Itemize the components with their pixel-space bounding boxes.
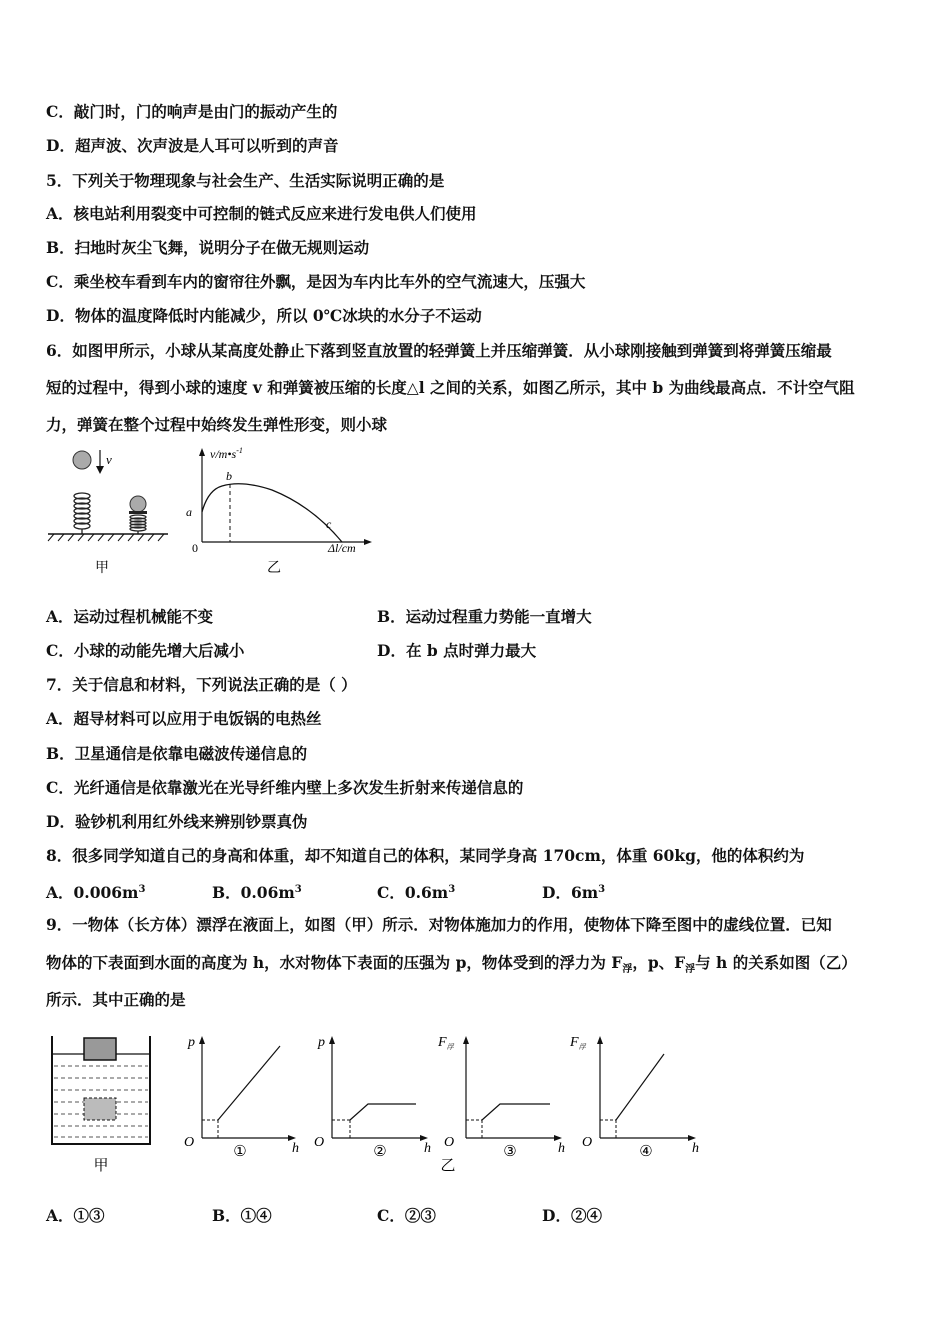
graph-4-label: ④ [639, 1144, 653, 1160]
q9-stem-line3: 所示．其中正确的是 [46, 990, 186, 1009]
point-a-label: a [186, 505, 192, 519]
q8-stem: 8．很多同学知道自己的身高和体重，却不知道自己的体积，某同学身高 170cm，体重 60kg，他的体积约为 [46, 846, 805, 865]
q7-option-a: A．超导材料可以应用于电饭锅的电热丝 [46, 709, 322, 728]
point-b-label: b [226, 469, 232, 483]
q7-option-d: D．验钞机利用红外线来辨别钞票真伪 [46, 812, 308, 831]
q6-figure-yi-graph [182, 444, 382, 579]
q6-figure-jia [44, 444, 174, 579]
q6-stem-line2: 短的过程中，得到小球的速度 v 和弹簧被压缩的长度△l 之间的关系，如图乙所示，其中 b 为曲线最高点．不计空气阻 [46, 378, 855, 397]
graph-1 [184, 1035, 299, 1160]
svg-text:F浮: $F_浮$ [438, 1035, 454, 1051]
y-axis-label: $v/m•s^{-1}$ [210, 446, 243, 461]
x-axis-label: Δl/cm [328, 541, 356, 555]
q8-option-b: B．$0.06m^3$ [212, 883, 302, 903]
svg-text:O: O [314, 1135, 325, 1150]
q5-option-b: B．扫地时灰尘飞舞，说明分子在做无规则运动 [46, 238, 370, 257]
svg-text:h: h [424, 1141, 431, 1156]
q8-option-d: D．$6m^3$ [542, 883, 606, 903]
figure-label-yi: 乙 [440, 1158, 456, 1174]
q6-option-c: C．小球的动能先增大后减小 [46, 641, 245, 660]
graph-2-label: ② [373, 1144, 387, 1160]
svg-text:O: O [184, 1135, 195, 1150]
q8-option-c: C．$0.6m^3$ [377, 883, 456, 903]
q6-stem-line3: 力，弹簧在整个过程中始终发生弹性形变，则小球 [46, 415, 388, 434]
q8-option-a: A．$0.006m^3$ [46, 883, 146, 903]
svg-text:h: h [692, 1141, 699, 1156]
q4-option-d: D．超声波、次声波是人耳可以听到的声音 [46, 136, 339, 155]
q6-option-b: B．运动过程重力势能一直增大 [377, 607, 592, 626]
q9-stem-line2: 物体的下表面到水面的高度为 h，水对物体下表面的压强为 p，物体受到的浮力为 $F_浮$，p、$F_浮$与 h 的关系如图（乙） [46, 953, 857, 976]
q9-option-a: A．①③ [46, 1206, 105, 1225]
q4-option-c: C．敲门时，门的响声是由门的振动产生的 [46, 102, 338, 121]
q7-stem: 7．关于信息和材料，下列说法正确的是（ ） [46, 675, 357, 694]
q9-figure-yi-graphs [180, 1028, 710, 1178]
q9-option-d: D．②④ [542, 1206, 602, 1225]
q7-option-b: B．卫星通信是依靠电磁波传递信息的 [46, 744, 308, 763]
q6-stem-line1: 6．如图甲所示，小球从某高度处静止下落到竖直放置的轻弹簧上并压缩弹簧．从小球刚接触到弹簧到将弹簧压缩最 [46, 341, 832, 360]
q5-option-c: C．乘坐校车看到车内的窗帘往外飘，是因为车内比车外的空气流速大，压强大 [46, 272, 586, 291]
figure-label-yi: 乙 [267, 561, 281, 576]
q9-stem-line1: 9．一物体（长方体）漂浮在液面上，如图（甲）所示．对物体施加力的作用，使物体下降至图中的虚线位置．已知 [46, 915, 832, 934]
graph-2 [314, 1035, 431, 1160]
falling-ball [73, 451, 91, 469]
q6-option-a: A．运动过程机械能不变 [46, 607, 214, 626]
velocity-curve [202, 484, 342, 542]
svg-text:p: p [318, 1035, 325, 1050]
svg-text:O: O [582, 1135, 593, 1150]
q9-option-c: C．②③ [377, 1206, 436, 1225]
graph-3-label: ③ [503, 1144, 517, 1160]
graph-4 [569, 1035, 699, 1160]
q9-figure-jia-container [46, 1030, 156, 1180]
ball-on-spring [130, 496, 146, 512]
spring-uncompressed [74, 493, 90, 534]
svg-text:O: O [444, 1135, 455, 1150]
spring-compressed [130, 515, 146, 534]
q7-option-c: C．光纤通信是依靠激光在光导纤维内壁上多次发生折射来传递信息的 [46, 778, 524, 797]
q5-option-a: A．核电站利用裂变中可控制的链式反应来进行发电供人们使用 [46, 204, 477, 223]
q6-option-d: D．在 b 点时弹力最大 [377, 641, 537, 660]
floating-block [84, 1038, 116, 1060]
graph-1-label: ① [233, 1144, 247, 1160]
svg-text:F浮: $F_浮$ [570, 1035, 586, 1051]
svg-text:p: p [188, 1035, 195, 1050]
figure-label-jia: 甲 [95, 561, 109, 576]
q5-option-d: D．物体的温度降低时内能减少，所以 0℃冰块的水分子不运动 [46, 306, 482, 325]
figure-label-jia: 甲 [93, 1158, 109, 1174]
origin-label: 0 [192, 541, 198, 555]
velocity-label: v [106, 452, 112, 467]
svg-text:h: h [558, 1141, 565, 1156]
q5-stem: 5．下列关于物理现象与社会生产、生活实际说明正确的是 [46, 171, 445, 190]
q9-option-b: B．①④ [212, 1206, 272, 1225]
submerged-block-dashed [84, 1098, 116, 1120]
graph-3 [437, 1035, 565, 1160]
svg-text:h: h [292, 1141, 299, 1156]
point-c-label: c [326, 517, 332, 531]
